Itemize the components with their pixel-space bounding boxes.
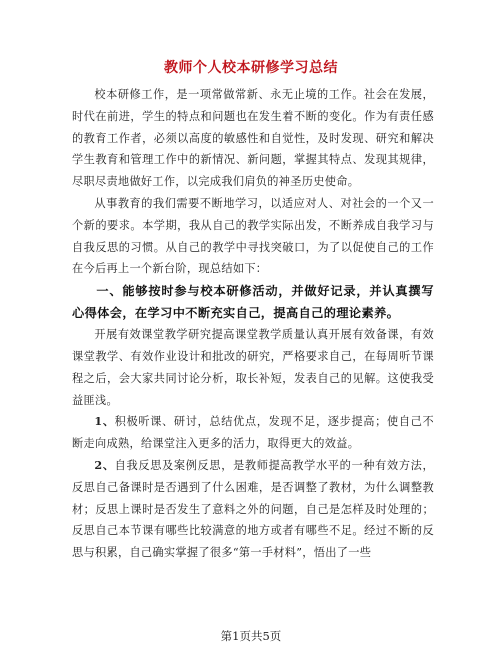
list-item-text: 积极听课、研讨，总结优点，发现不足，逐步提高；使自己不断走向成熟，给课堂注入更多的活力，取得更大的效益。 bbox=[72, 415, 434, 451]
list-item-2 bbox=[72, 455, 434, 564]
list-item-1 bbox=[72, 411, 434, 455]
section-heading-1: 一、能够按时参与校本研修活动，并做好记录，并认真撰写心得体会，在学习中不断充实自己，提高自己的理论素养。 bbox=[72, 284, 434, 321]
paragraph-intro: 校本研修工作，是一项常做常新、永无止境的工作。社会在发展，时代在前进，学生的特点和问题也在发生着不断的变化。作为有责任感的教育工作者，必须以高度的敏感性和自觉性，及时发现、研究和解决学生教育和管理工作中的新情况、新问题，掌握其特点、发现其规律，尽职尽责地做好工作，以完成我们肩负的神圣历史使命。 bbox=[72, 88, 434, 189]
paragraph-learning: 从事教育的我们需要不断地学习，以适应对人、对社会的一个又一个新的要求。本学期，我从自己的教学实际出发，不断养成自我学习与自我反思的习惯。从自己的教学中寻找突破口，为了以促使自己的工作在今后再上一个新台阶，现总结如下： bbox=[72, 196, 434, 276]
list-item-number: 1、 bbox=[94, 414, 115, 429]
paragraph-section-1: 开展有效课堂教学研究提高课堂教学质量认真开展有效备课，有效课堂教学、有效作业设计和批改的研究，严格要求自己，在每周听节课程之后，会大家共同讨论分析，取长补短，发表自己的见解。这使我受益匪浅。 bbox=[72, 328, 434, 407]
list-item-text: 自我反思及案例反思，是教师提高教学水平的一种有效方法，反思自己备课时是否遇到了什么困难，是否调整了教材，为什么调整教材；反思上课时是否发生了意料之外的问题，自己是怎样及时处理的；反思自己本节课有哪些比较满意的地方或者有哪些不足。经过不断的反思与积累，自己确实掌握了很多“第一手材料”，悟出了一些 bbox=[72, 458, 434, 560]
list-item-number: 2、 bbox=[94, 457, 115, 472]
document-body bbox=[72, 84, 434, 564]
document-title: 教师个人校本研修学习总结 bbox=[164, 60, 338, 76]
page-number-footer: 第1页共5页 bbox=[220, 629, 282, 643]
